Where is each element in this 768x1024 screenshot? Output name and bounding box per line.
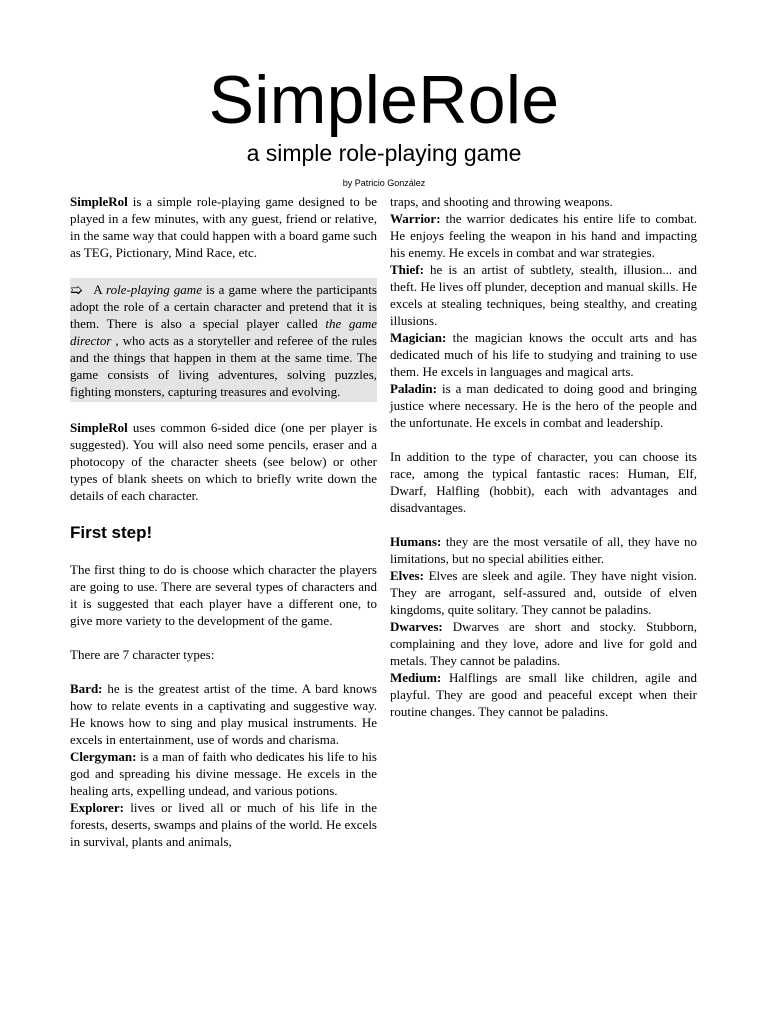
callout-text: is a game where the participants adopt the role of a certain character and pretend that it is them. There is also a special player called — [70, 282, 377, 331]
character-name: Explorer: — [70, 800, 124, 815]
right-column — [390, 193, 697, 720]
race-medium — [390, 669, 697, 720]
arrow-right-icon: ➯ — [70, 281, 83, 299]
left-column — [70, 193, 377, 850]
callout-text: A — [90, 282, 106, 297]
race-description: they are the most versatile of all, they have no limitations, but no special abilities either. — [390, 534, 697, 566]
character-description: lives or lived all or much of his life in the forests, deserts, swamps and plains of the world. He excels in survival, plants and animals, — [70, 800, 377, 849]
character-warrior — [390, 210, 697, 261]
character-description: the magician knows the occult arts and has dedicated much of his life to studying and training to use them. He excels in languages and magical arts. — [390, 330, 697, 379]
character-types-intro: There are 7 character types: — [70, 647, 215, 662]
callout-text: , who acts as a storyteller and referee of the rules and the things that happen in them at the same time. The game consists of living adventures, solving puzzles, fighting monsters, capturing treasures and evolving. — [70, 333, 377, 399]
section-heading: First step! — [70, 523, 153, 542]
character-name: Warrior: — [390, 211, 441, 226]
race-humans — [390, 533, 697, 567]
race-name: Humans: — [390, 534, 442, 549]
character-paladin — [390, 380, 697, 431]
intro-text: is a simple role-playing game designed to be played in a few minutes, with any guest, friend or relative, in the same way that could happen with a board game such as TEG, Pictionary, Mind Race, etc. — [70, 194, 377, 260]
race-description: Halflings are small like children, agile and playful. They are good and peaceful except when their routine changes. They cannot be paladins. — [390, 670, 697, 719]
callout-term: role-playing game — [106, 282, 202, 297]
race-elves — [390, 567, 697, 618]
intro-paragraph — [70, 193, 377, 261]
character-thief — [390, 261, 697, 329]
dice-text: uses common 6-sided dice (one per player is suggested). You will also need some pencils, eraser and a photocopy of the character sheets (see below) or other types of blank sheets on which to briefly write down the details of each character. — [70, 420, 377, 503]
character-description: he is an artist of subtlety, stealth, illusion... and theft. He lives off plunder, deception and manual skills. He excels at stealing techniques, being stealthy, and creating illusions. — [390, 262, 697, 328]
character-description: is a man dedicated to doing good and bringing justice where necessary. He is the hero of the people and the unfortunate. He excels in combat and leadership. — [390, 381, 697, 430]
author-byline: by Patricio González — [342, 178, 426, 188]
game-name: SimpleRol — [70, 420, 128, 435]
character-name: Thief: — [390, 262, 424, 277]
character-bard — [70, 680, 377, 748]
first-step-paragraph: The first thing to do is choose which character the players are going to use. There are several types of characters and it is suggested that each player have a different one, to give more variety to the development of the game. — [70, 562, 377, 628]
race-name: Elves: — [390, 568, 424, 583]
game-name: SimpleRol — [70, 194, 128, 209]
race-dwarves — [390, 618, 697, 669]
races-intro: In addition to the type of character, you can choose its race, among the typical fantastic races: Human, Elf, Dwarf, Halfling (hobbit), each with advantages and disadvantages. — [390, 449, 697, 515]
document-title: SimpleRole — [208, 62, 560, 138]
character-magician — [390, 329, 697, 380]
race-description: Elves are sleek and agile. They have night vision. They are arrogant, self-assured and, outside of elven kingdoms, quite solitary. They cannot be paladins. — [390, 568, 697, 617]
character-description: he is the greatest artist of the time. A bard knows how to relate events in a captivating and suggestive way. He knows how to sing and play musical instruments. He excels in entertainment, use of words and charisma. — [70, 681, 377, 747]
character-name: Clergyman: — [70, 749, 137, 764]
callout-term: the game director — [70, 316, 377, 348]
character-name: Magician: — [390, 330, 447, 345]
character-name: Bard: — [70, 681, 103, 696]
race-description: Dwarves are short and stocky. Stubborn, complaining and they love, adore and live for gold and metals. They cannot be paladins. — [390, 619, 697, 668]
dice-paragraph — [70, 419, 377, 504]
character-explorer — [70, 799, 377, 850]
character-description: the warrior dedicates his entire life to combat. He enjoys feeling the weapon in his hand and impacting his enemy. He excels in combat and war strategies. — [390, 211, 697, 260]
race-name: Dwarves: — [390, 619, 443, 634]
character-description: is a man of faith who dedicates his life to his god and spreading his divine message. He excels in the healing arts, expelling undead, and various potions. — [70, 749, 377, 798]
definition-callout — [70, 278, 377, 402]
character-clergyman — [70, 748, 377, 799]
race-name: Medium: — [390, 670, 442, 685]
character-name: Paladin: — [390, 381, 437, 396]
explorer-continuation: traps, and shooting and throwing weapons. — [390, 194, 613, 209]
document-subtitle: a simple role-playing game — [246, 140, 522, 166]
